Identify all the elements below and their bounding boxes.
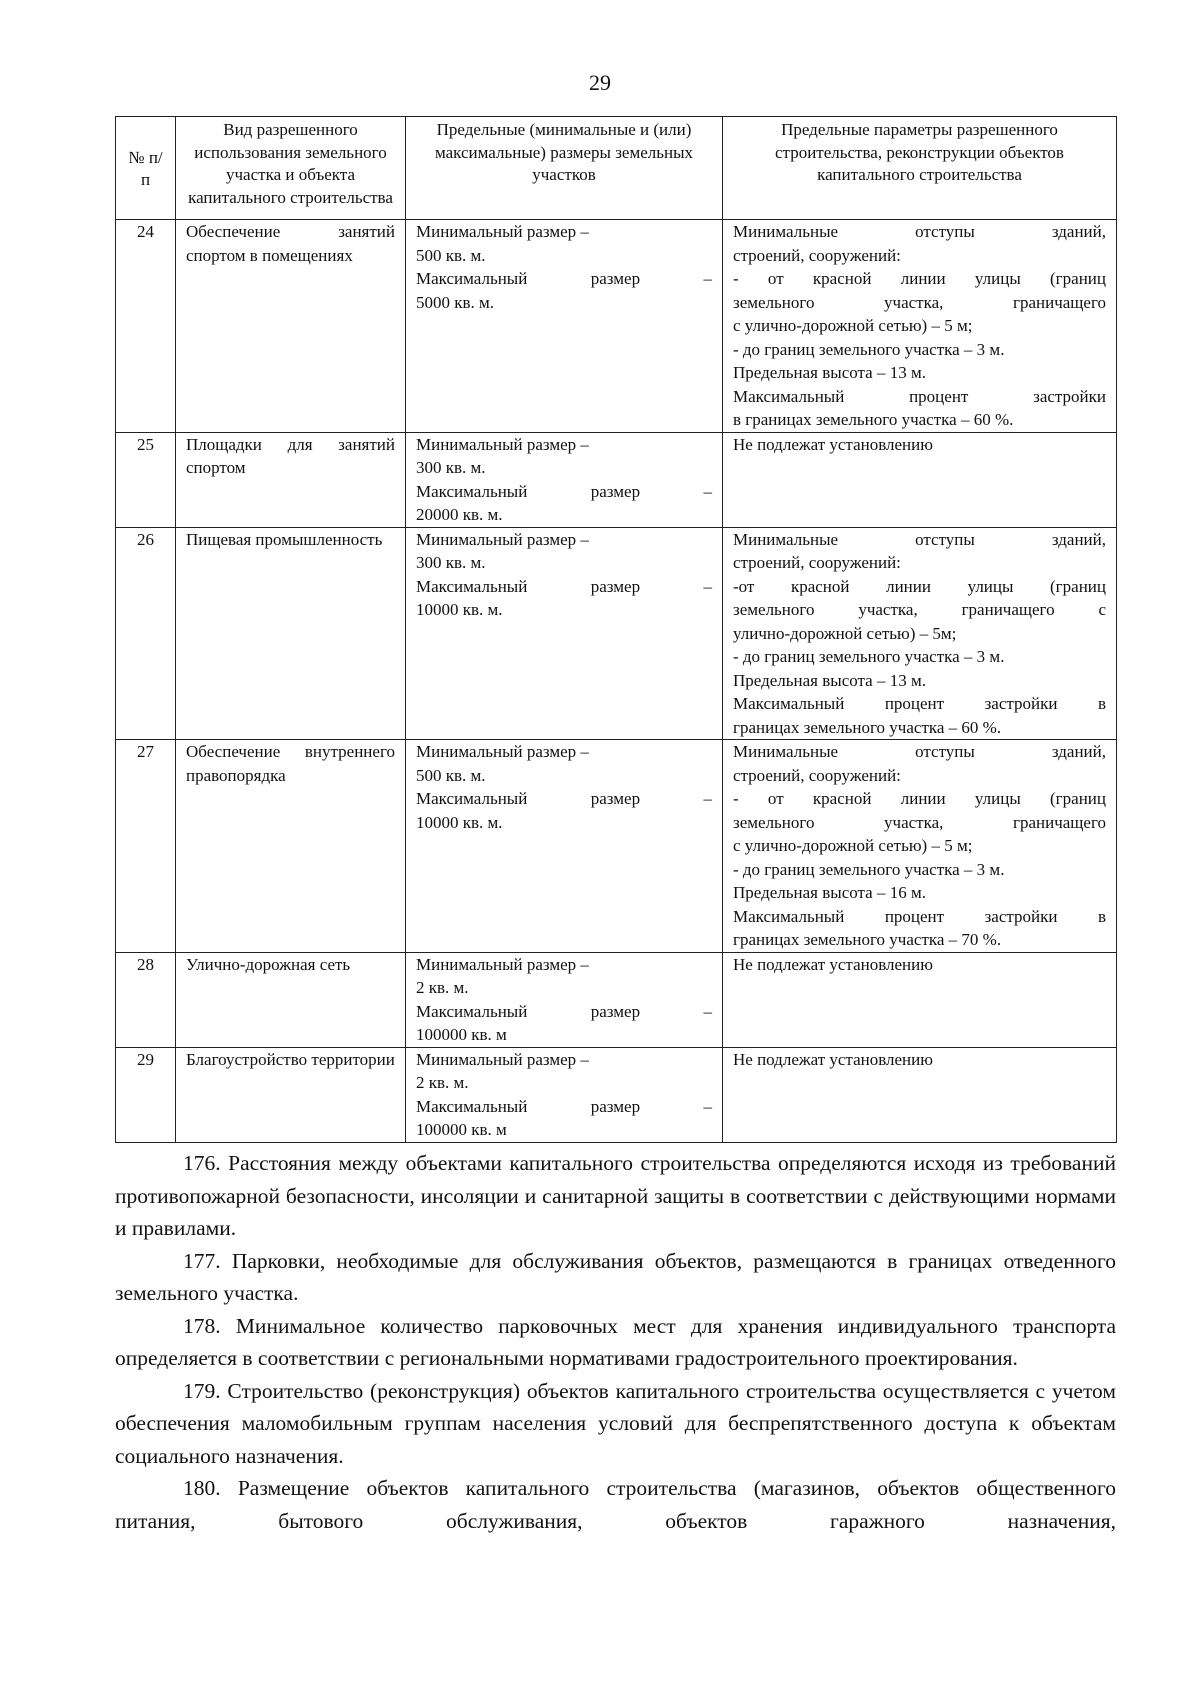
- min-size-value: 300 кв. м.: [416, 458, 486, 477]
- param-line: с улично-дорожной сетью) – 5 м;: [733, 316, 973, 335]
- use-type-cell: Обеспечение занятий спортом в помещениях: [176, 220, 406, 433]
- construction-params-cell: [723, 220, 1117, 433]
- construction-params-cell: [723, 527, 1117, 740]
- row-number: 25: [116, 432, 176, 527]
- param-line: Предельная высота – 13 м.: [733, 670, 926, 690]
- header-use-type: Вид разрешенного использования земельного участка и объекта капитального строительства: [176, 117, 406, 220]
- param-line: Минимальные отступы зданий,: [733, 529, 1106, 549]
- header-number: № п/п: [116, 117, 176, 220]
- max-size-value: 10000 кв. м.: [416, 812, 503, 832]
- table-header-row: [116, 117, 1117, 220]
- min-size-label: Минимальный размер –: [416, 529, 589, 549]
- min-size-label: Минимальный размер –: [416, 1049, 589, 1069]
- param-line: границах земельного участка – 60 %.: [733, 717, 1002, 737]
- min-size-label: Минимальный размер –: [416, 742, 589, 761]
- min-size-value: 2 кв. м.: [416, 1073, 469, 1092]
- max-size-dash: –: [703, 269, 712, 288]
- min-size-label: Минимальный размер –: [416, 222, 589, 241]
- header-plot-sizes: Предельные (минимальные и (или) максимальные) размеры земельных участков: [406, 117, 723, 220]
- param-line: Минимальные отступы зданий,: [733, 742, 1106, 761]
- zoning-parameters-table: [115, 116, 1117, 1143]
- param-line: земельного участка, граничащего: [733, 292, 1106, 312]
- use-type-cell: Благоустройство территории: [176, 1047, 406, 1142]
- construction-params-cell: [723, 952, 1117, 1047]
- max-size-word: размер: [590, 789, 641, 808]
- max-size-word: размер: [590, 269, 641, 288]
- use-type-cell: Обеспечение внутреннего правопорядка: [176, 740, 406, 953]
- paragraph-179: 179. Строительство (реконструкция) объектов капитального строительства осуществляется с учетом обеспечения маломобильным группам населения условий для беспрепятственного доступа к объектам социального назначения.: [115, 1378, 1116, 1468]
- construction-params-cell: [723, 432, 1117, 527]
- max-size-dash: –: [703, 1001, 712, 1021]
- plot-size-cell: [406, 527, 723, 740]
- plot-size-cell: [406, 1047, 723, 1142]
- table-row: [116, 432, 1117, 527]
- row-number: 24: [116, 220, 176, 433]
- plot-size-cell: [406, 432, 723, 527]
- max-size-word: размер: [590, 1001, 641, 1021]
- max-size-label: Максимальный: [416, 576, 528, 596]
- param-line: в границах земельного участка – 60 %.: [733, 410, 1014, 429]
- max-size-dash: –: [703, 481, 712, 501]
- min-size-value: 500 кв. м.: [416, 765, 486, 785]
- param-line: Максимальный процент застройки в: [733, 906, 1106, 926]
- max-size-value: 100000 кв. м: [416, 1025, 507, 1044]
- use-type-cell: Улично-дорожная сеть: [176, 952, 406, 1047]
- param-line: земельного участка, граничащего: [733, 812, 1106, 832]
- max-size-label: Максимальный: [416, 789, 528, 808]
- table-row: [116, 527, 1117, 740]
- max-size-value: 100000 кв. м: [416, 1120, 507, 1139]
- param-line: улично-дорожной сетью) – 5м;: [733, 623, 957, 643]
- min-size-value: 2 кв. м.: [416, 978, 469, 997]
- table-row: [116, 952, 1117, 1047]
- construction-params-cell: [723, 740, 1117, 953]
- max-size-label-line: [416, 1095, 712, 1119]
- plot-size-cell: [406, 740, 723, 953]
- param-line: - до границ земельного участка – 3 м.: [733, 339, 1005, 359]
- page-number: 29: [589, 70, 611, 95]
- max-size-label: Максимальный: [416, 269, 528, 288]
- use-type-cell: Пищевая промышленность: [176, 527, 406, 740]
- table-row: [116, 220, 1117, 433]
- param-line: -от красной линии улицы (границ: [733, 576, 1106, 596]
- max-size-label-line: [416, 787, 712, 811]
- param-line: - от красной линии улицы (границ: [733, 789, 1106, 808]
- paragraph-180: 180. Размещение объектов капитального строительства (магазинов, объектов общественного питания, бытового обслуживания, объектов гаражного назначения,: [115, 1476, 1116, 1533]
- table-row: [116, 1047, 1117, 1142]
- param-line: с улично-дорожной сетью) – 5 м;: [733, 836, 973, 855]
- max-size-value: 10000 кв. м.: [416, 600, 503, 619]
- param-line: - до границ земельного участка – 3 м.: [733, 647, 1005, 666]
- max-size-word: размер: [590, 481, 641, 501]
- min-size-value: 500 кв. м.: [416, 245, 486, 265]
- max-size-dash: –: [703, 576, 712, 596]
- min-size-value: 300 кв. м.: [416, 553, 486, 572]
- paragraph-176: 176. Расстояния между объектами капитального строительства определяются исходя из требований противопожарной безопасности, инсоляции и санитарной защиты в соответствии с действующими нормами и правилами.: [115, 1151, 1116, 1240]
- table-row: [116, 740, 1117, 953]
- max-size-word: размер: [590, 1096, 641, 1116]
- max-size-label: Максимальный: [416, 1096, 528, 1116]
- max-size-label-line: [416, 1000, 712, 1024]
- param-line: строений, сооружений:: [733, 245, 901, 265]
- row-number: 29: [116, 1047, 176, 1142]
- max-size-value: 20000 кв. м.: [416, 505, 503, 524]
- max-size-dash: –: [703, 789, 712, 808]
- construction-params-cell: [723, 1047, 1117, 1142]
- min-size-label: Минимальный размер –: [416, 954, 589, 974]
- max-size-label: Максимальный: [416, 1001, 528, 1021]
- param-line: - до границ земельного участка – 3 м.: [733, 859, 1005, 879]
- plot-size-cell: [406, 220, 723, 433]
- header-construction-params: Предельные параметры разрешенного строительства, реконструкции объектов капитального строительства: [723, 117, 1117, 220]
- row-number: 27: [116, 740, 176, 953]
- param-line: Предельная высота – 13 м.: [733, 363, 926, 382]
- param-line: - от красной линии улицы (границ: [733, 269, 1106, 288]
- param-line: Предельная высота – 16 м.: [733, 883, 926, 902]
- paragraph-177: 177. Парковки, необходимые для обслуживания объектов, размещаются в границах отведенного земельного участка.: [115, 1248, 1116, 1305]
- param-line: строений, сооружений:: [733, 765, 901, 785]
- plot-size-cell: [406, 952, 723, 1047]
- param-line: Максимальный процент застройки в: [733, 694, 1106, 713]
- param-line: Максимальный процент застройки: [733, 386, 1106, 406]
- max-size-word: размер: [590, 576, 641, 596]
- body-text: [115, 1147, 1116, 1537]
- max-size-value: 5000 кв. м.: [416, 292, 495, 312]
- param-line: земельного участка, граничащего с: [733, 600, 1106, 619]
- paragraph-178: 178. Минимальное количество парковочных мест для хранения индивидуального транспорта определяется в соответствии с региональными нормативами градостроительного проектирования.: [115, 1313, 1116, 1370]
- param-line: Не подлежат установлению: [733, 954, 933, 974]
- param-line: границах земельного участка – 70 %.: [733, 930, 1002, 949]
- max-size-label-line: [416, 575, 712, 599]
- row-number: 28: [116, 952, 176, 1047]
- param-line: Не подлежат установлению: [733, 1049, 933, 1069]
- param-line: Не подлежат установлению: [733, 434, 933, 454]
- max-size-dash: –: [703, 1096, 712, 1116]
- min-size-label: Минимальный размер –: [416, 434, 589, 454]
- param-line: строений, сооружений:: [733, 553, 901, 572]
- max-size-label-line: [416, 480, 712, 504]
- max-size-label: Максимальный: [416, 481, 528, 501]
- row-number: 26: [116, 527, 176, 740]
- max-size-label-line: [416, 267, 712, 291]
- use-type-cell: Площадки для занятий спортом: [176, 432, 406, 527]
- param-line: Минимальные отступы зданий,: [733, 222, 1106, 241]
